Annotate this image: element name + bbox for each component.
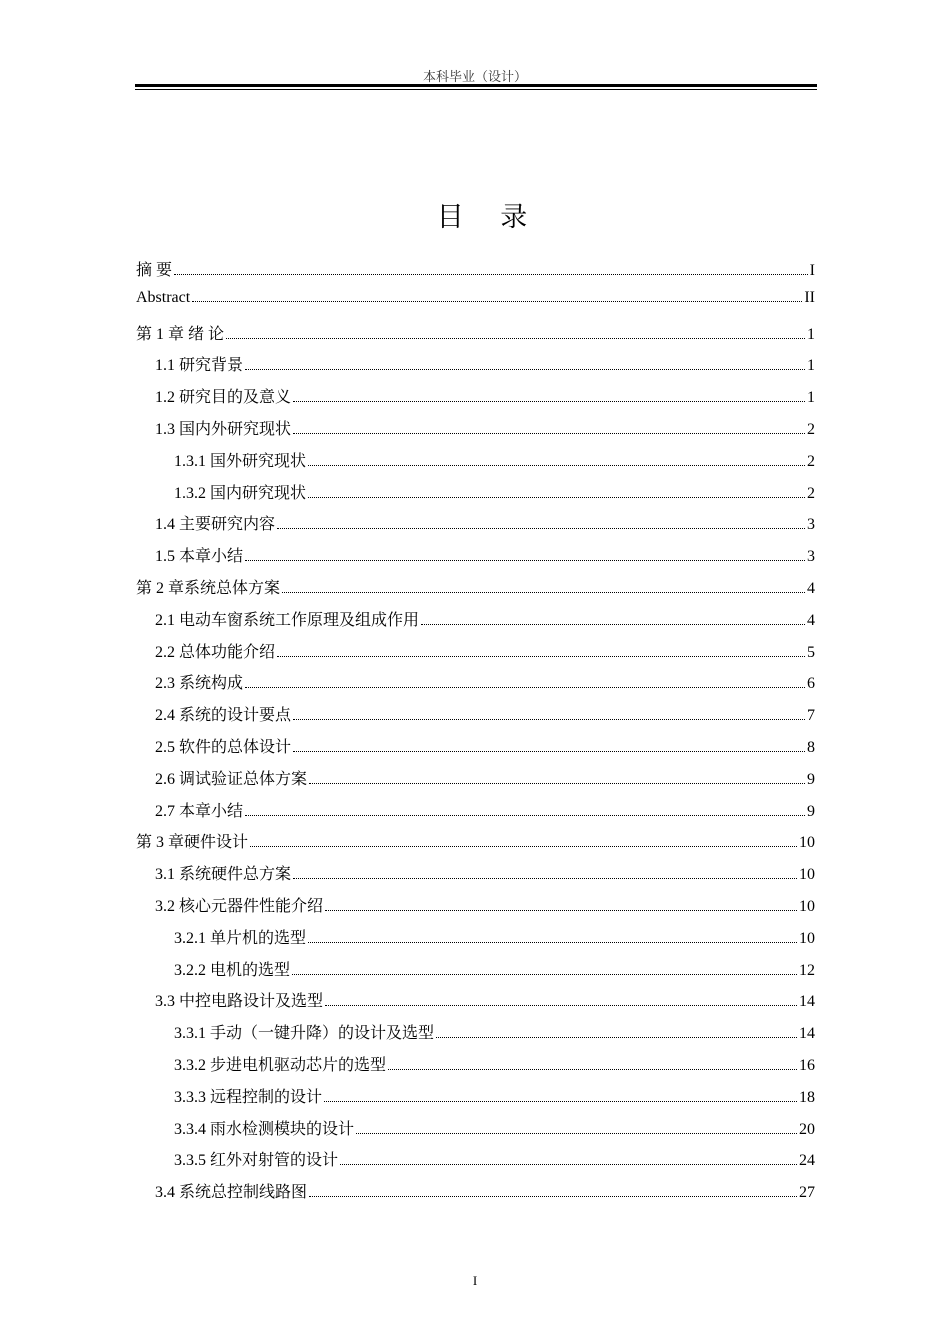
toc-leader-dots xyxy=(277,528,805,529)
toc-entry-label: 3.2.1 单片机的选型 xyxy=(174,929,307,947)
toc-entry-page: 18 xyxy=(799,1088,815,1106)
toc-entry[interactable] xyxy=(136,1052,815,1084)
toc-entry-label: 第 3 章硬件设计 xyxy=(136,834,249,852)
toc-entry[interactable] xyxy=(136,734,815,766)
toc-entry-label: Abstract xyxy=(136,288,191,306)
toc-entry[interactable] xyxy=(136,448,815,480)
toc-entry-label: 1.3.2 国内研究现状 xyxy=(174,484,307,502)
toc-entry-label: 2.3 系统构成 xyxy=(155,675,244,693)
toc-leader-dots xyxy=(388,1069,797,1070)
toc-entry-page: 2 xyxy=(807,420,815,438)
toc-entry-page: 10 xyxy=(799,866,815,884)
toc-entry-label: 1.1 研究背景 xyxy=(155,357,244,375)
header-rule-thin xyxy=(135,89,817,90)
toc-entry-label: 2.4 系统的设计要点 xyxy=(155,707,292,725)
toc-entry[interactable] xyxy=(136,766,815,798)
toc-entry-page: 27 xyxy=(799,1184,815,1202)
toc-entry-label: 3.3.4 雨水检测模块的设计 xyxy=(174,1120,355,1138)
toc-entry-label: 1.4 主要研究内容 xyxy=(155,516,276,534)
toc-entry-page: 24 xyxy=(799,1152,815,1170)
toc-entry-page: 10 xyxy=(799,897,815,915)
toc-entry-page: 10 xyxy=(799,834,815,852)
toc-entry[interactable] xyxy=(136,702,815,734)
toc-entry-page: 3 xyxy=(807,516,815,534)
toc-entry-page: 9 xyxy=(807,802,815,820)
toc-entry[interactable] xyxy=(136,893,815,925)
toc-entry-label: 3.2.2 电机的选型 xyxy=(174,961,291,979)
toc-entry-page: II xyxy=(804,288,815,306)
toc-entry-page: 12 xyxy=(799,961,815,979)
toc-entry-page: 4 xyxy=(807,579,815,597)
toc-entry-label: 2.2 总体功能介绍 xyxy=(155,643,276,661)
toc-entry[interactable] xyxy=(136,861,815,893)
toc-entry-label: 2.7 本章小结 xyxy=(155,802,244,820)
toc-leader-dots xyxy=(250,846,797,847)
toc-entry[interactable] xyxy=(136,798,815,830)
toc-leader-dots xyxy=(421,624,805,625)
toc-leader-dots xyxy=(325,910,797,911)
toc-leader-dots xyxy=(436,1037,797,1038)
toc-entry-page: 14 xyxy=(799,993,815,1011)
toc-entry[interactable] xyxy=(136,416,815,448)
toc-leader-dots xyxy=(308,465,805,466)
toc-entry-page: 4 xyxy=(807,611,815,629)
toc-leader-dots xyxy=(309,1196,797,1197)
toc-entry[interactable] xyxy=(136,670,815,702)
toc-leader-dots xyxy=(293,751,805,752)
toc-leader-dots xyxy=(309,783,805,784)
table-of-contents xyxy=(136,257,815,1211)
toc-entry-label: 3.3.3 远程控制的设计 xyxy=(174,1088,323,1106)
toc-entry-page: 20 xyxy=(799,1120,815,1138)
toc-entry[interactable] xyxy=(136,988,815,1020)
toc-entry-page: 3 xyxy=(807,548,815,566)
toc-entry-label: 1.2 研究目的及意义 xyxy=(155,389,292,407)
toc-entry[interactable] xyxy=(136,1147,815,1179)
toc-leader-dots xyxy=(192,301,802,302)
toc-leader-dots xyxy=(324,1101,797,1102)
toc-entry-page: 8 xyxy=(807,738,815,756)
toc-entry-page: 7 xyxy=(807,707,815,725)
page-header: 本科毕业（设计） xyxy=(422,69,527,84)
toc-entry[interactable] xyxy=(136,957,815,989)
toc-entry-label: 1.5 本章小结 xyxy=(155,548,244,566)
page-number: I xyxy=(472,1273,478,1288)
toc-entry-label: 3.3 中控电路设计及选型 xyxy=(155,993,324,1011)
toc-leader-dots xyxy=(293,719,805,720)
toc-entry-label: 2.6 调试验证总体方案 xyxy=(155,770,308,788)
toc-entry[interactable] xyxy=(136,543,815,575)
toc-entry[interactable] xyxy=(136,1179,815,1211)
toc-leader-dots xyxy=(293,401,805,402)
toc-entry-page: 14 xyxy=(799,1025,815,1043)
toc-leader-dots xyxy=(356,1133,797,1134)
toc-entry[interactable] xyxy=(136,925,815,957)
toc-leader-dots xyxy=(340,1164,797,1165)
toc-entry-label: 2.1 电动车窗系统工作原理及组成作用 xyxy=(155,611,420,629)
toc-leader-dots xyxy=(226,338,805,339)
toc-entry-label: 第 2 章系统总体方案 xyxy=(136,579,281,597)
toc-entry-label: 3.3.2 步进电机驱动芯片的选型 xyxy=(174,1056,387,1074)
toc-entry-label: 摘 要 xyxy=(136,262,173,279)
toc-entry[interactable] xyxy=(136,1020,815,1052)
toc-title: 目 录 xyxy=(436,202,542,233)
toc-leader-dots xyxy=(245,815,805,816)
toc-entry[interactable] xyxy=(136,1116,815,1148)
toc-entry-page: 1 xyxy=(807,389,815,407)
toc-entry-label: 1.3.1 国外研究现状 xyxy=(174,452,307,470)
toc-entry[interactable] xyxy=(136,639,815,671)
toc-entry[interactable] xyxy=(136,829,815,861)
toc-entry[interactable] xyxy=(136,575,815,607)
toc-entry-label: 3.4 系统总控制线路图 xyxy=(155,1184,308,1202)
toc-leader-dots xyxy=(245,560,805,561)
toc-leader-dots xyxy=(277,656,805,657)
toc-entry[interactable] xyxy=(136,1084,815,1116)
toc-entry-page: 9 xyxy=(807,770,815,788)
toc-entry[interactable] xyxy=(136,607,815,639)
toc-entry[interactable] xyxy=(136,511,815,543)
toc-entry-label: 3.3.5 红外对射管的设计 xyxy=(174,1152,339,1170)
toc-entry-page: 16 xyxy=(799,1056,815,1074)
toc-leader-dots xyxy=(308,497,805,498)
toc-entry-label: 2.5 软件的总体设计 xyxy=(155,738,292,756)
toc-leader-dots xyxy=(245,687,805,688)
toc-leader-dots xyxy=(308,942,797,943)
toc-entry-page: 1 xyxy=(807,325,815,343)
toc-entry[interactable] xyxy=(136,480,815,512)
toc-leader-dots xyxy=(325,1005,797,1006)
toc-leader-dots xyxy=(293,878,797,879)
toc-entry[interactable] xyxy=(136,384,815,416)
toc-entry-label: 3.3.1 手动（一键升降）的设计及选型 xyxy=(174,1025,435,1043)
toc-entry[interactable] xyxy=(136,289,815,321)
toc-entry-page: 2 xyxy=(807,452,815,470)
toc-entry[interactable] xyxy=(136,352,815,384)
toc-entry-page: 5 xyxy=(807,643,815,661)
toc-entry-page: I xyxy=(809,262,815,279)
toc-entry-label: 1.3 国内外研究现状 xyxy=(155,420,292,438)
toc-leader-dots xyxy=(174,274,808,275)
toc-entry-page: 10 xyxy=(799,929,815,947)
header-rule-thick xyxy=(135,84,817,87)
toc-entry[interactable] xyxy=(136,257,815,289)
toc-entry-label: 3.1 系统硬件总方案 xyxy=(155,866,292,884)
toc-entry-label: 第 1 章 绪 论 xyxy=(136,325,225,343)
toc-entry-page: 1 xyxy=(807,357,815,375)
toc-leader-dots xyxy=(282,592,805,593)
toc-entry[interactable] xyxy=(136,321,815,353)
toc-entry-page: 2 xyxy=(807,484,815,502)
toc-entry-page: 6 xyxy=(807,675,815,693)
toc-entry-label: 3.2 核心元器件性能介绍 xyxy=(155,897,324,915)
toc-leader-dots xyxy=(245,369,805,370)
toc-leader-dots xyxy=(293,433,805,434)
toc-leader-dots xyxy=(292,974,797,975)
